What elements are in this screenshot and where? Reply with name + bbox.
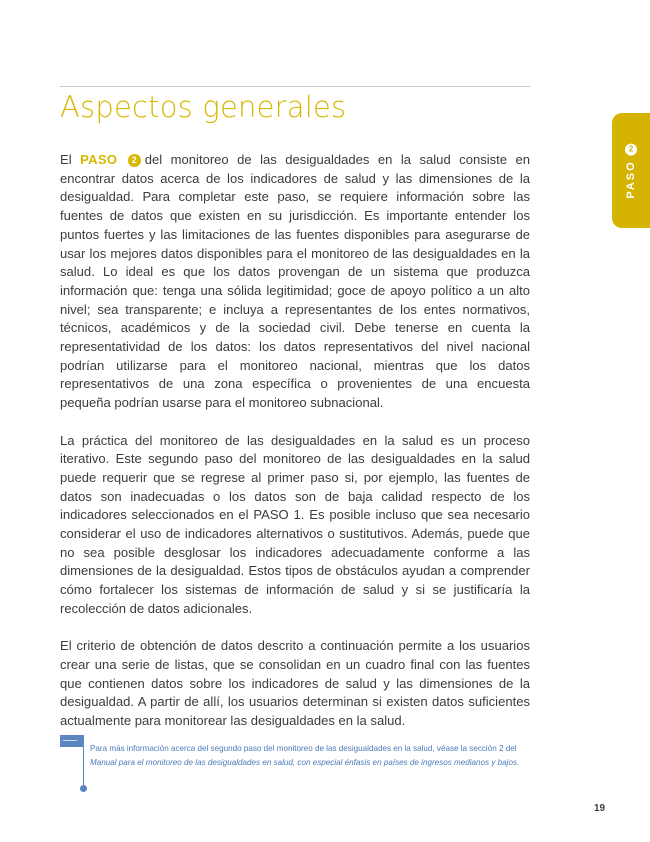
note-text-lead: Para más información acerca del segundo paso del monitoreo de las desigualdades en la salud, véase la sección 2 del bbox=[90, 744, 517, 753]
paragraph-1 bbox=[60, 151, 530, 413]
note-pole bbox=[83, 735, 84, 786]
main-body bbox=[60, 151, 530, 749]
note-text-end: . bbox=[517, 758, 520, 768]
paragraph-1-lead: El bbox=[60, 152, 81, 167]
page-title: Aspectos generales bbox=[60, 90, 347, 124]
flag-note-icon bbox=[60, 735, 84, 747]
step-tab-content bbox=[625, 143, 637, 198]
paragraph-1-text: del monitoreo de las desigualdades en la salud consiste en encontrar datos acerca de los indicadores de salud y las dimensiones de la desigualdad. Para completar este paso, se requiere información sobre las fuentes de datos que existen en su jurisdicción. Es importante entender los puntos fuertes y las limitaciones de las fuentes disponibles para asegurarse de usar los mejores datos disponibles para el monitoreo de las desigualdades en la salud. Lo ideal es que los datos provengan de un sistema que produzca información que: tenga una sólida legitimidad; goce de apoyo político a un alto nivel; sea transparente; e incluya a representantes de los entes normativos, técnicos, académicos y de la sociedad civil. Debe tenerse en cuenta la representatividad de los datos: los datos representativos del nivel nacional podrían utilizarse para el monitoreo nacional, mientras que los datos representativos de una zona específica o provenientes de una encuesta pequeña podrían usarse para el monitoreo subnacional. bbox=[60, 152, 531, 411]
step-tab bbox=[612, 113, 650, 228]
note-dot bbox=[80, 785, 87, 792]
reference-note bbox=[90, 742, 530, 771]
page-number: 19 bbox=[594, 803, 606, 814]
paragraph-3: El criterio de obtención de datos descrito a continuación permite a los usuarios crear una serie de listas, que se consolidan en un cuadro final con las fuentes que contienen datos sobre los indicadores de salud y las dimensiones de la desigualdad. A partir de allí, los usuarios determinan si existen datos suficientes actualmente para monitorear las desigualdades en la salud. bbox=[60, 638, 530, 729]
paso-inline-label: PASO bbox=[80, 152, 118, 167]
step-number-badge: 2 bbox=[128, 154, 141, 167]
step-tab-number: 2 bbox=[625, 143, 637, 155]
step-tab-label: PASO bbox=[625, 159, 637, 199]
title-rule bbox=[60, 86, 530, 87]
manual-title-link: Manual para el monitoreo de las desigualdades en salud, con especial énfasis en países de ingresos medianos y bajos bbox=[90, 758, 517, 768]
paragraph-2: La práctica del monitoreo de las desigualdades en la salud es un proceso iterativo. Este segundo paso del monitoreo de las desigualdades en la salud puede requerir que se regrese al primer paso si, por ejemplo, las fuentes de datos son inadecuadas o los datos son de baja calidad respecto de los indicadores seleccionados en el PASO 1. Es posible incluso que sea necesario considerar el uso de indicadores alternativos o sustitutivos. Además, puede que no sea posible desglosar los indicadores adecuadamente conforme a las dimensiones de la desigualdad. Estos tipos de obstáculos ayudan a comprender cómo fortalecer los sistemas de información de salud y si se justificaría la recolección de datos adicionales. bbox=[60, 432, 530, 616]
